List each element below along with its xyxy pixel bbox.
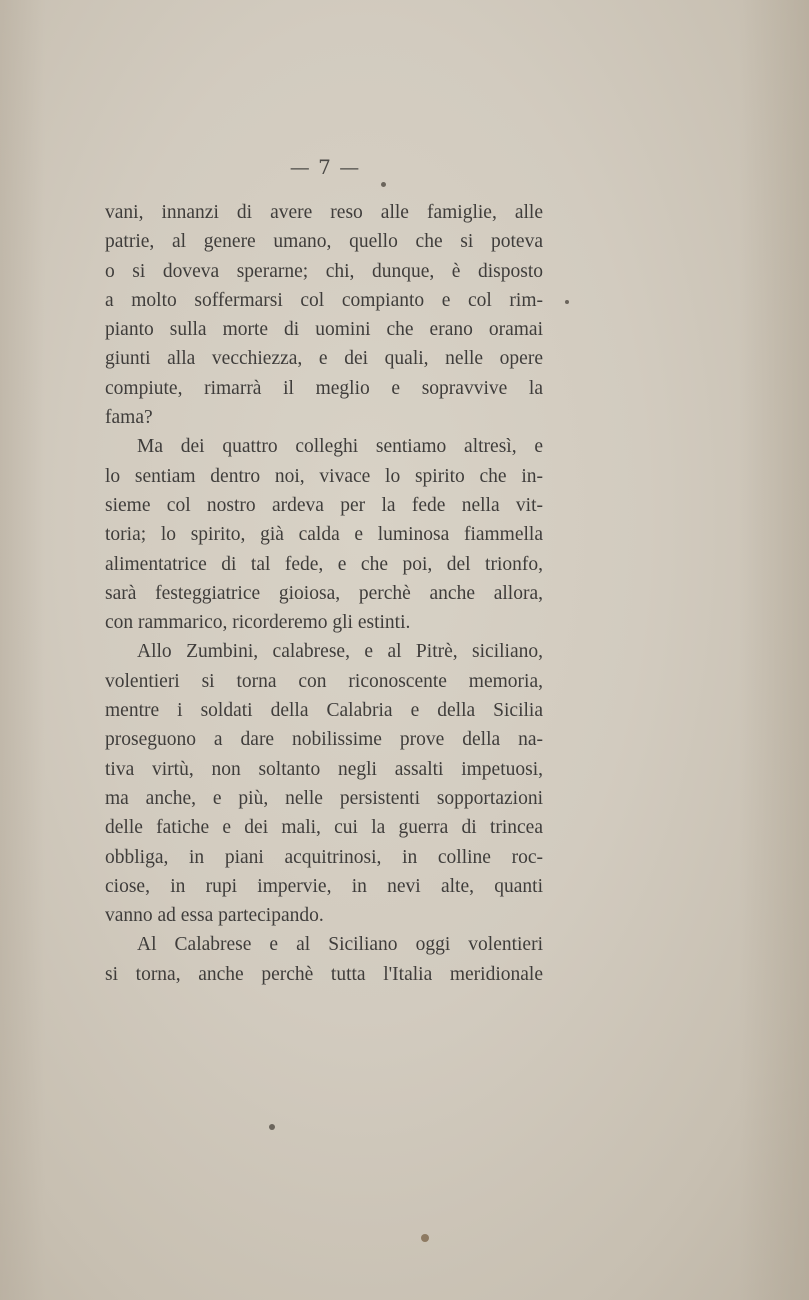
text-line: proseguono a dare nobilissime prove della na- <box>105 729 543 751</box>
text-line: patrie, al genere umano, quello che si poteva <box>105 231 543 253</box>
text-line: vani, innanzi di avere reso alle famiglie, alle <box>105 202 543 223</box>
paper-speck <box>565 300 569 304</box>
text-line: obbliga, in piani acquitrinosi, in colline roc- <box>105 846 543 868</box>
text-line: vanno ad essa partecipando. <box>105 905 324 927</box>
text-line: mentre i soldati della Calabria e della Sicilia <box>105 700 543 722</box>
paper-speck <box>421 1234 429 1242</box>
text-line: a molto soffermarsi col compianto e col rim- <box>105 289 543 311</box>
text-line: ma anche, e più, nelle persistenti sopportazioni <box>105 787 543 809</box>
paragraph-start: Allo Zumbini, calabrese, e al Pitrè, siciliano, <box>137 641 543 663</box>
text-line: o si doveva sperarne; chi, dunque, è disposto <box>105 260 543 282</box>
text-line: si torna, anche perchè tutta l'Italia meridionale <box>105 963 543 985</box>
paragraph-start: Al Calabrese e al Siciliano oggi volentieri <box>137 934 543 956</box>
page-left-shadow <box>0 0 45 1300</box>
text-line: tiva virtù, non soltanto negli assalti impetuosi, <box>105 758 543 780</box>
text-line: ciose, in rupi impervie, in nevi alte, quanti <box>105 875 543 897</box>
text-line: delle fatiche e dei mali, cui la guerra di trincea <box>105 817 543 839</box>
paper-speck <box>381 182 386 187</box>
text-line: con rammarico, ricorderemo gli estinti. <box>105 612 411 634</box>
text-line: compiute, rimarrà il meglio e sopravvive la <box>105 377 543 399</box>
text-line: toria; lo spirito, già calda e luminosa fiammella <box>105 524 543 546</box>
text-line: sieme col nostro ardeva per la fede nella vit- <box>105 494 543 516</box>
text-line: sarà festeggiatrice gioiosa, perchè anche allora, <box>105 582 543 604</box>
text-line: lo sentiam dentro noi, vivace lo spirito che in- <box>105 465 543 487</box>
paper-speck <box>269 1124 275 1130</box>
page-right-shadow <box>739 0 809 1300</box>
text-line: pianto sulla morte di uomini che erano oramai <box>105 319 543 341</box>
text-line: alimentatrice di tal fede, e che poi, del trionfo, <box>105 553 543 575</box>
paragraph-start: Ma dei quattro colleghi sentiamo altresì, e <box>137 436 543 458</box>
text-line: giunti alla vecchiezza, e dei quali, nelle opere <box>105 348 543 370</box>
text-line: volentieri si torna con riconoscente memoria, <box>105 670 543 692</box>
text-line: fama? <box>105 407 153 429</box>
body-text <box>105 198 543 989</box>
page-number: — 7 — <box>289 155 361 179</box>
